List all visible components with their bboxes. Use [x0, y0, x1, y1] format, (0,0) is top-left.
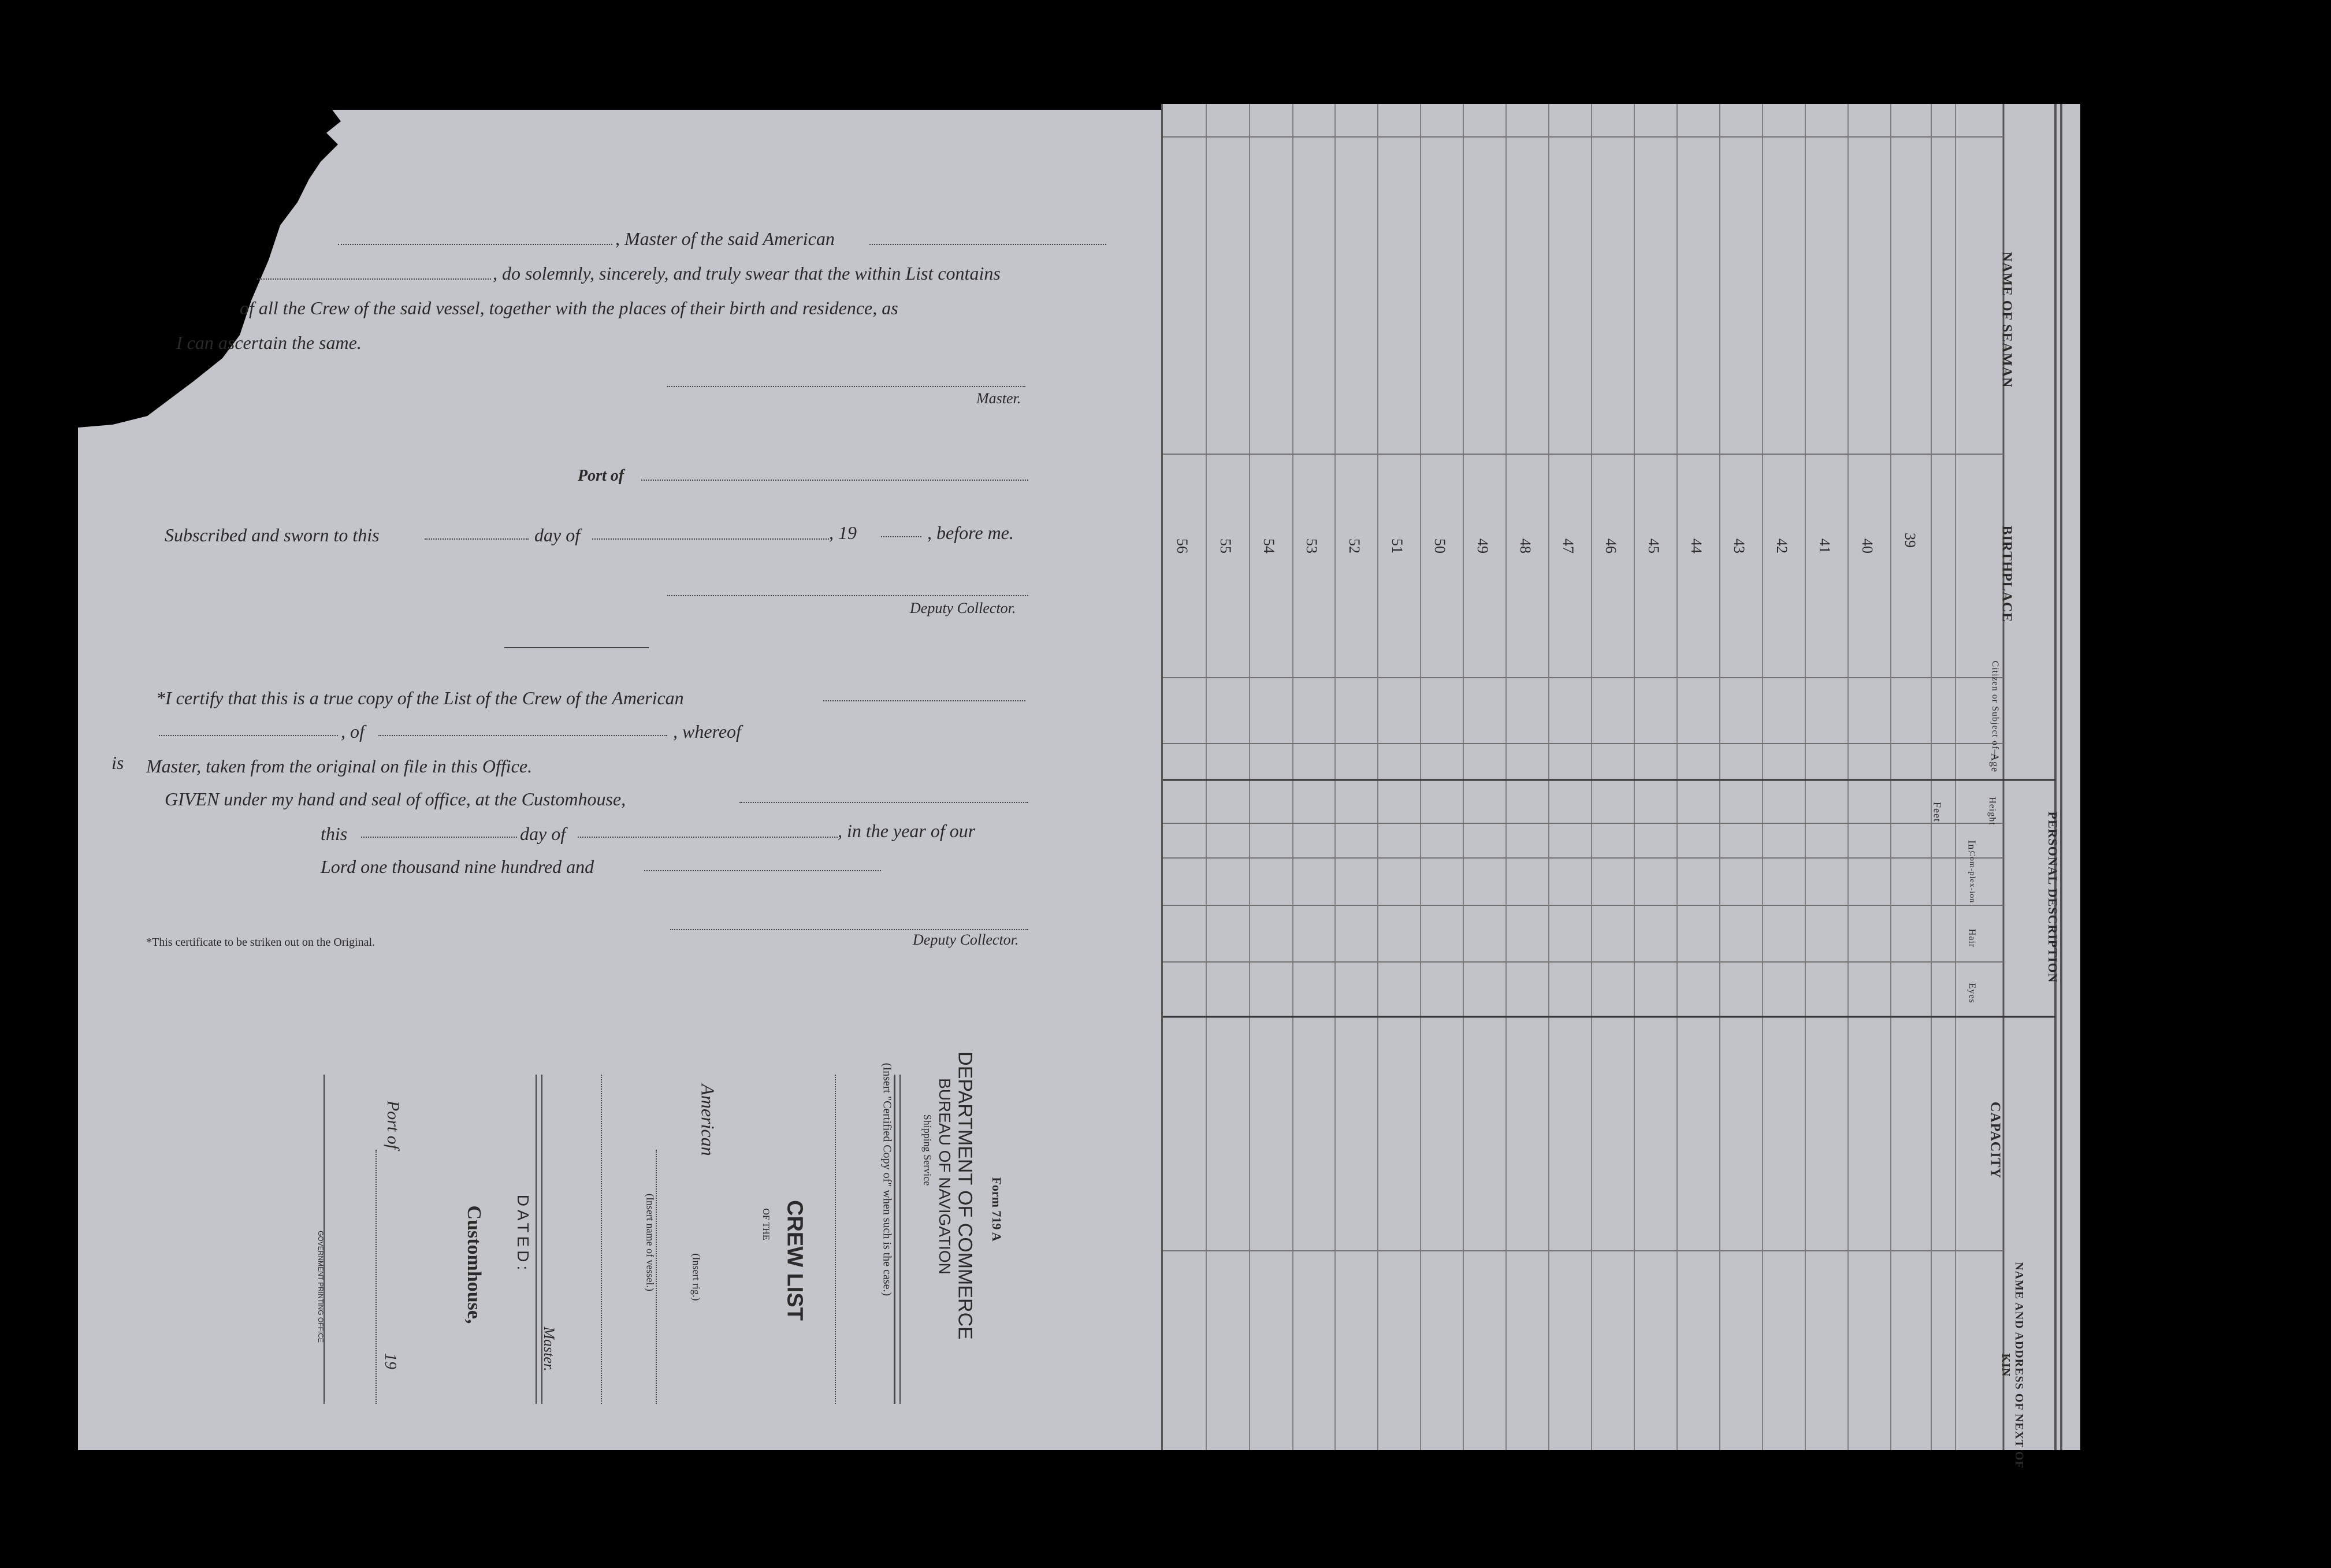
oath-line-1: , Master of the said American: [615, 228, 835, 249]
blank-line: [578, 837, 838, 838]
this-label: this: [321, 823, 348, 844]
master-label: Master.: [976, 390, 1021, 407]
row-number: 56: [1174, 538, 1191, 553]
port-of-back: Port of: [384, 1100, 403, 1150]
blank-rule: [601, 1075, 602, 1404]
header-hair: Hair: [1967, 928, 1977, 948]
master-label-back: Master.: [541, 1327, 557, 1372]
cert-day-of-label: day of: [520, 823, 566, 844]
of-the-label: OF THE: [761, 1208, 771, 1240]
signature-line: [670, 929, 1028, 930]
row-number: 54: [1261, 538, 1277, 553]
blank-line: [644, 870, 881, 871]
is-label: is: [111, 752, 124, 773]
blank-line: [159, 735, 338, 736]
blank-rule: [835, 1075, 836, 1404]
table-grid: [1163, 104, 2080, 1450]
certificate-line-1: *I certify that this is a true copy of the List of the Crew of the American: [156, 688, 684, 708]
row-number: 40: [1859, 538, 1876, 553]
panel-rule: [536, 1075, 537, 1404]
form-number: Form 719 A: [990, 1177, 1004, 1242]
blank-line: [378, 735, 667, 736]
oath-line-4: I can ascertain the same.: [176, 332, 362, 353]
lord-line: Lord one thousand nine hundred and: [321, 856, 594, 877]
blank-line: [425, 538, 529, 540]
header-complexion: Com-plex-ion: [1968, 850, 1976, 904]
blank-line: [641, 480, 1028, 481]
row-number: 41: [1816, 538, 1833, 553]
whereof-label: , whereof: [673, 721, 741, 742]
header-eyes: Eyes: [1967, 983, 1977, 1004]
year-label: , 19: [829, 522, 857, 543]
blank-rule: [376, 1150, 377, 1404]
row-number: 46: [1603, 538, 1619, 553]
header-inches: In.: [1966, 840, 1978, 853]
dated-label: DATED:: [514, 1194, 532, 1274]
row-number: 50: [1432, 538, 1448, 553]
row-number: 52: [1346, 538, 1363, 553]
crew-table: [1161, 104, 2080, 1469]
header-personal-description: PERSONAL DESCRIPTION: [2046, 811, 2060, 983]
blank-line: [881, 536, 921, 537]
section-divider: [504, 647, 649, 648]
blank-line: [361, 837, 517, 838]
day-of-label: day of: [534, 525, 581, 545]
row-number: 44: [1688, 538, 1705, 553]
blank-line: [592, 538, 829, 540]
crew-list-sheet: [78, 110, 2071, 1469]
deputy-collector-1: Deputy Collector.: [910, 600, 1016, 616]
header-next-of-kin: NAME AND ADDRESS OF NEXT OF KIN: [1999, 1262, 2025, 1469]
port-of-label: Port of: [578, 467, 624, 485]
panel-rule: [899, 1075, 901, 1404]
blank-line: [739, 802, 1028, 803]
american-label: American: [697, 1084, 719, 1156]
before-me-label: , before me.: [927, 522, 1014, 543]
oath-line-2: , do solemnly, sincerely, and truly swear that the within List contains: [493, 263, 1001, 284]
header-birthplace: BIRTHPLACE: [1999, 525, 2014, 623]
header-feet: Feet: [1931, 802, 1943, 822]
cert-of-label: , of: [341, 721, 365, 742]
in-the-year-label: , in the year of our: [838, 820, 976, 841]
row-number: 42: [1774, 538, 1790, 553]
insert-rig: (Insert rig.): [690, 1253, 702, 1301]
signature-line: [667, 386, 1025, 387]
footnote: *This certificate to be striken out on the Original.: [146, 936, 375, 949]
header-age: Age: [1989, 753, 2001, 772]
deputy-collector-2: Deputy Collector.: [913, 931, 1019, 948]
row-number: 53: [1303, 538, 1320, 553]
panel-rule: [894, 1075, 895, 1404]
blank-line: [257, 278, 491, 280]
row-number: 43: [1731, 538, 1748, 553]
row-number: 45: [1645, 538, 1662, 553]
header-capacity: CAPACITY: [1987, 1102, 2003, 1179]
insert-name: (Insert name of vessel.): [644, 1194, 656, 1291]
crew-list-title: CREW LIST: [782, 1200, 807, 1321]
bureau-title: BUREAU OF NAVIGATION: [936, 1078, 954, 1275]
header-name-of-seaman: NAME OF SEAMAN: [1999, 251, 2014, 388]
row-number: 48: [1517, 538, 1534, 553]
insert-certified: (Insert "Certified Copy of" when such is the case.): [880, 1062, 894, 1296]
row-number: 47: [1560, 538, 1577, 553]
blank-line: [823, 700, 1025, 701]
signature-line: [667, 595, 1028, 596]
row-number: 51: [1389, 538, 1406, 553]
master-taken-line: Master, taken from the original on file in this Office.: [146, 756, 533, 776]
row-number: 55: [1217, 538, 1234, 553]
shipping-service: Shipping Service: [921, 1114, 934, 1186]
printing-office: GOVERNMENT PRINTING OFFICE: [317, 1231, 325, 1343]
customhouse-label: Customhouse,: [463, 1205, 485, 1324]
torn-corner: [78, 110, 448, 433]
nineteen-label: 19: [381, 1353, 399, 1369]
header-citizen: Citizen or Subject of—: [1990, 660, 2000, 760]
header-height: Height: [1987, 797, 1997, 826]
blank-line: [869, 244, 1106, 245]
row-number: 49: [1474, 538, 1491, 553]
blank-line: [338, 244, 612, 245]
oath-line-3: of all the Crew of the said vessel, together with the places of their birth and residence, as: [240, 298, 898, 318]
subscribed-label: Subscribed and sworn to this: [165, 525, 380, 545]
row-number: 39: [1902, 533, 1919, 548]
department-title: DEPARTMENT OF COMMERCE: [954, 1051, 976, 1340]
given-line: GIVEN under my hand and seal of office, at the Customhouse,: [165, 789, 626, 809]
